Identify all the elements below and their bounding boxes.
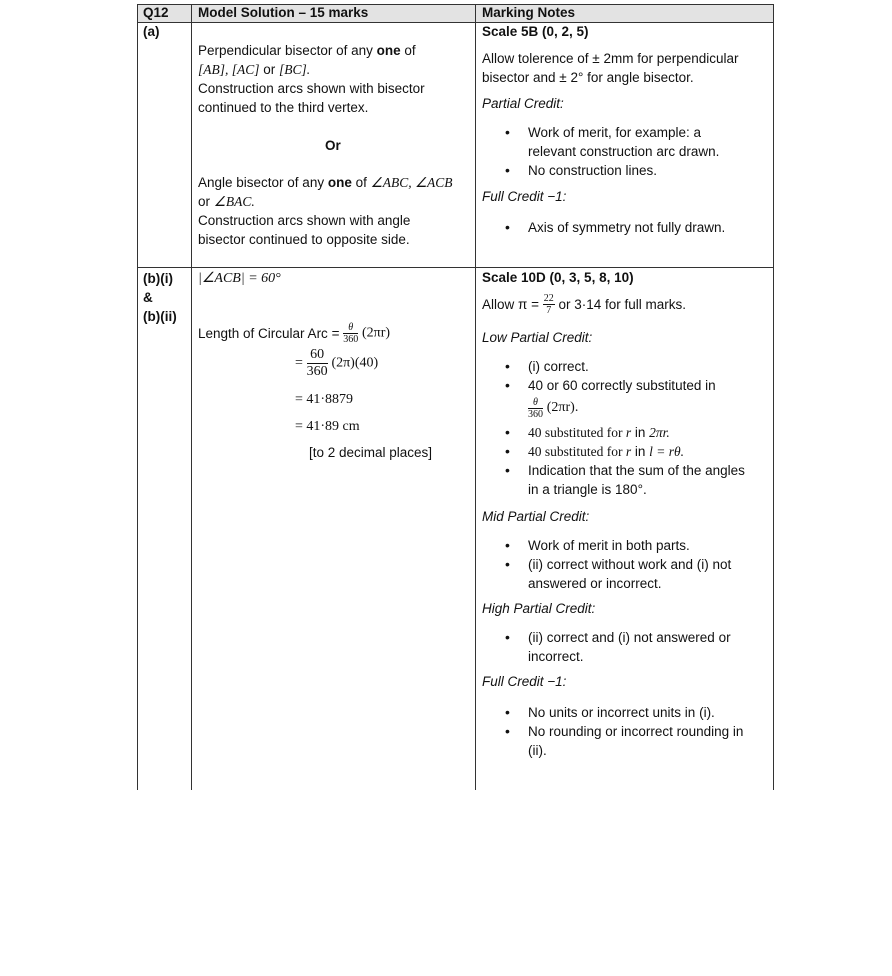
header-marking-notes: Marking Notes: [482, 5, 576, 20]
part-b-allow: Allow π = $\frac{22}{7}$ or 3·14 for full marks.: [482, 293, 687, 316]
part-a-allow-line2: bisector and ± 2° for angle bisector.: [482, 70, 694, 85]
part-b-value2: = 41·89 cm: [295, 419, 360, 434]
list-item: • Work of merit in both parts.: [482, 536, 731, 555]
part-b-mid-heading: Mid Partial Credit:: [482, 509, 590, 524]
list-item: • No rounding or incorrect rounding in (ii).: [482, 722, 743, 760]
part-a-allow-line1: Allow tolerence of ± 2mm for perpendicular: [482, 51, 739, 66]
part-a-partial-heading: Partial Credit:: [482, 96, 564, 111]
part-b-value1: = 41·8879: [295, 392, 354, 407]
part-a-solution2-line1: Angle bisector of any one of ∠ABC, ∠ACB: [198, 175, 453, 190]
header-question: Q12: [143, 5, 169, 20]
part-b-low-list: [482, 357, 745, 499]
part-b-full-credit-list: [482, 703, 743, 760]
part-a-solution1-line1: Perpendicular bisector of any one of: [198, 43, 416, 58]
list-item: • (ii) correct without work and (i) not answered or incorrect.: [482, 555, 731, 593]
theta-over-360-fraction: $\frac{\theta}{360}$: [343, 322, 359, 345]
part-b-label-i: (b)(i): [143, 271, 173, 286]
list-item: • Axis of symmetry not fully drawn.: [482, 218, 725, 237]
part-a-solution2-line3: Construction arcs shown with angle: [198, 213, 411, 228]
theta-over-360-fraction: $\frac{\theta}{360}$: [528, 397, 543, 420]
list-item: • No construction lines.: [482, 161, 719, 180]
part-a-solution1-line3: Construction arcs shown with bisector: [198, 81, 425, 96]
row-divider: [137, 267, 774, 268]
part-b-label-amp: &: [143, 290, 153, 305]
part-b-high-heading: High Partial Credit:: [482, 601, 596, 616]
part-a-partial-list: [482, 123, 719, 180]
part-a-solution1-line2: [AB], [AC] or [BC].: [198, 62, 311, 77]
list-item: • 40 or 60 correctly substituted in $\frac{\theta}{360}$ (2πr).: [482, 376, 745, 423]
list-item: • Work of merit, for example: a relevant construction arc drawn.: [482, 123, 719, 161]
part-b-low-heading: Low Partial Credit:: [482, 330, 593, 345]
part-a-solution2-line2: or ∠BAC.: [198, 194, 255, 209]
list-item: • (i) correct.: [482, 357, 745, 376]
column-divider-2: [475, 4, 476, 790]
part-b-high-list: [482, 628, 731, 666]
part-b-scale: Scale 10D (0, 3, 5, 8, 10): [482, 270, 634, 285]
part-a-solution1-line4: continued to the third vertex.: [198, 100, 369, 115]
list-item: • Indication that the sum of the angles in a triangle is 180°.: [482, 461, 745, 499]
list-item: • 40 substituted for r in l = rθ.: [482, 442, 745, 461]
part-b-substitution: = $\frac{60}{360}$ (2π)(40): [295, 347, 379, 379]
column-divider-1: [191, 4, 192, 790]
part-b-angle-equation: |∠ACB| = 60°: [198, 271, 281, 286]
part-b-arc-formula: Length of Circular Arc = $\frac{\theta}{360}$ (2πr): [198, 322, 391, 345]
header-model-solution: Model Solution – 15 marks: [198, 5, 369, 20]
part-a-label: (a): [143, 24, 160, 39]
part-a-full-credit-list: [482, 218, 725, 237]
part-a-scale: Scale 5B (0, 2, 5): [482, 24, 589, 39]
twenty-two-over-seven-fraction: $\frac{22}{7}$: [543, 293, 554, 316]
part-b-full-credit-heading: Full Credit −1:: [482, 674, 567, 689]
list-item: • No units or incorrect units in (i).: [482, 703, 743, 722]
sixty-over-360-fraction: $\frac{60}{360}$: [306, 347, 328, 379]
part-a-or: Or: [325, 138, 341, 153]
part-b-mid-list: [482, 536, 731, 593]
list-item: • 40 substituted for r in 2πr.: [482, 423, 745, 442]
table-border-right: [773, 4, 774, 790]
list-item: • (ii) correct and (i) not answered or incorrect.: [482, 628, 731, 666]
part-a-solution2-line4: bisector continued to opposite side.: [198, 232, 410, 247]
part-b-rounding-note: [to 2 decimal places]: [309, 445, 433, 460]
part-b-label-ii: (b)(ii): [143, 309, 177, 324]
part-a-full-credit-heading: Full Credit −1:: [482, 189, 567, 204]
header-divider: [137, 22, 774, 23]
table-border-left: [137, 4, 138, 790]
